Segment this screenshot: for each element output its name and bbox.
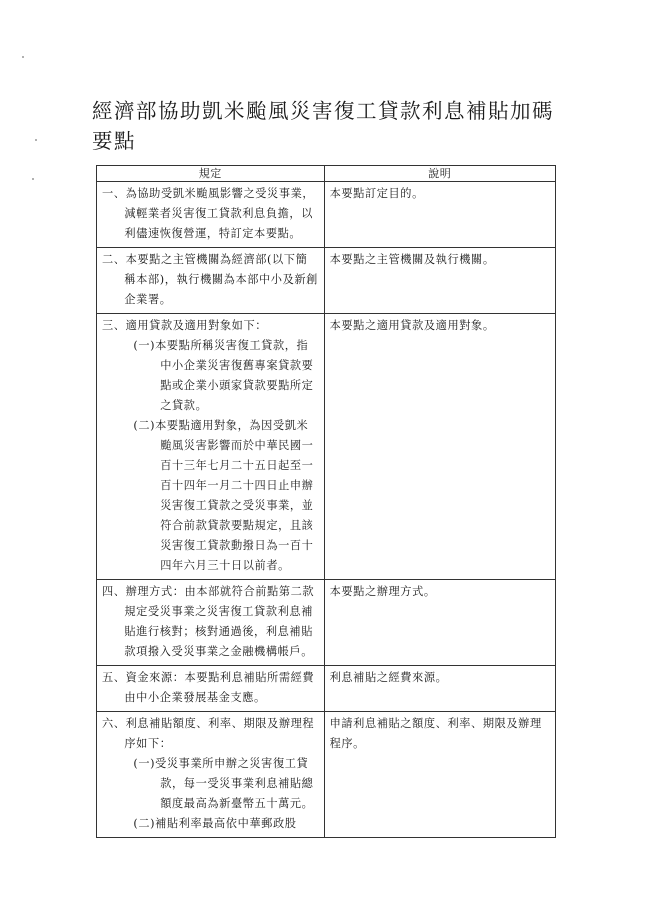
regulation-table <box>96 165 556 838</box>
rule-cell <box>97 182 325 248</box>
rule-cell <box>97 248 325 314</box>
rule-cell <box>97 314 325 580</box>
table-row <box>97 666 556 712</box>
note-column-header: 說明 <box>324 166 555 182</box>
table-row <box>97 248 556 314</box>
scan-speck <box>22 56 24 58</box>
rule-text: 三、適用貸款及適用對象如下： <box>102 319 268 332</box>
table-header-row <box>97 166 556 182</box>
rule-text: 一、為協助受凱米颱風影響之受災事業，減輕業者災害復工貸款利息負擔，以利儘速恢復營運，特訂定本要點。 <box>102 187 315 240</box>
scan-speck <box>32 178 34 180</box>
rule-subitem: (一)受災事業所申辦之災害復工貸款，每一受災事業利息補貼總額度最高為新臺幣五十萬元。 <box>133 757 314 810</box>
rule-cell <box>97 712 325 838</box>
rule-subitem: (二)補貼利率最高依中華郵政股 <box>133 817 297 830</box>
note-cell: 本要點之主管機關及執行機關。 <box>324 248 555 314</box>
rule-subitem: (一)本要點所稱災害復工貸款，指中小企業災害復舊專案貸款要點或企業小頭家貸款要點所定之貸款。 <box>133 339 314 412</box>
rule-text: 六、利息補貼額度、利率、期限及辦理程序如下： <box>102 717 315 750</box>
rule-column-header: 規定 <box>97 166 325 182</box>
rule-text: 二、本要點之主管機關為經濟部(以下簡稱本部)，執行機關為本部中小及新創企業署。 <box>102 253 318 306</box>
scan-speck <box>35 139 37 141</box>
rule-cell <box>97 666 325 712</box>
note-cell: 申請利息補貼之額度、利率、期限及辦理程序。 <box>324 712 555 838</box>
table-row <box>97 712 556 838</box>
note-cell: 本要點訂定目的。 <box>324 182 555 248</box>
document-title: 經濟部協助凱米颱風災害復工貸款利息補貼加碼要點 <box>92 99 554 153</box>
rule-subitem: (二)本要點適用對象，為因受凱米颱風災害影響而於中華民國一百十三年七月二十五日起至一百十四年一月二十四日止申辦災害復工貸款之受災事業，並符合前款貸款要點規定，且該災害復工貸款動撥日為一百十四年六月三十日以前者。 <box>133 419 314 572</box>
table-row <box>97 580 556 666</box>
table-row <box>97 182 556 248</box>
note-cell: 本要點之辦理方式。 <box>324 580 555 666</box>
table-row <box>97 314 556 580</box>
rule-text: 五、資金來源：本要點利息補貼所需經費由中小企業發展基金支應。 <box>102 671 315 704</box>
rule-cell <box>97 580 325 666</box>
rule-text: 四、辦理方式：由本部就符合前點第二款規定受災事業之災害復工貸款利息補貼進行核對；核對通過後，利息補貼款項撥入受災事業之金融機構帳戶。 <box>102 585 315 658</box>
note-cell: 本要點之適用貸款及適用對象。 <box>324 314 555 580</box>
note-cell: 利息補貼之經費來源。 <box>324 666 555 712</box>
